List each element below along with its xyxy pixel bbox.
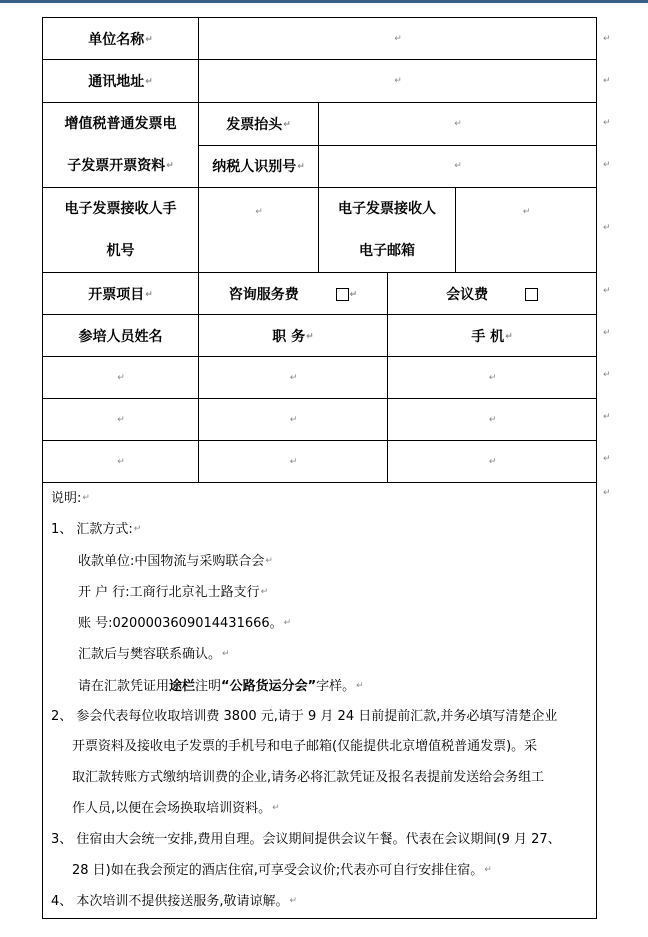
header-title: 职 务 — [272, 328, 306, 345]
header-name-cell — [43, 315, 199, 357]
row-end-mark: ↵ — [603, 223, 611, 233]
invoice-title-label: 发票抬头 — [226, 116, 283, 133]
invoice-info-label-line1: 增值税普通发票电 — [64, 116, 177, 132]
participant-name-cell[interactable]: ↵ — [43, 441, 199, 483]
notes-title: 说明:↵ — [51, 490, 90, 506]
row-end-mark: ↵ — [603, 370, 611, 380]
meeting-fee-label: 会议费 — [446, 286, 489, 303]
address-label-cell: 通讯地址↵ — [43, 60, 199, 103]
header-phone: 手 机 — [471, 328, 505, 345]
tax-id-input-cell[interactable]: ↵ — [319, 145, 597, 188]
participant-title-cell[interactable]: ↵ — [199, 399, 388, 441]
row-einvoice-receiver — [43, 188, 597, 273]
receiver-phone-input-cell[interactable]: ↵ — [199, 188, 319, 273]
item-label: 开票项目 — [88, 286, 145, 303]
email-label-line1: 电子发票接收人 — [338, 201, 436, 217]
phone-label-cell — [43, 188, 199, 273]
participant-phone-cell[interactable]: ↵ — [388, 441, 597, 483]
row-end-mark: ↵ — [603, 286, 611, 296]
note-2-line4: 作人员,以便在会场换取培训资料。↵ — [72, 801, 280, 816]
phone-label-line1: 电子发票接收人手 — [64, 201, 177, 217]
row-invoice-item — [43, 273, 597, 315]
participant-phone-cell[interactable]: ↵ — [388, 399, 597, 441]
meeting-fee-cell — [388, 273, 597, 315]
note-account: 账 号:0200003609014431666。↵ — [78, 615, 292, 631]
row-address — [43, 60, 597, 103]
row-invoice-title — [43, 103, 597, 146]
unit-name-input-cell[interactable]: ↵ — [199, 18, 597, 60]
row-end-mark: ↵ — [603, 328, 611, 338]
note-payee: 收款单位:中国物流与采购联合会↵ — [78, 553, 273, 569]
row-participant-header — [43, 315, 597, 357]
registration-form-table — [42, 17, 597, 919]
tax-id-label: 纳税人识别号 — [212, 159, 297, 176]
tax-id-label-cell: 纳税人识别号↵ — [199, 145, 319, 188]
participant-row — [43, 441, 597, 483]
participant-row — [43, 399, 597, 441]
header-phone-cell: 手 机↵ — [388, 315, 597, 357]
row-end-mark: ↵ — [603, 160, 611, 170]
note-contact: 汇款后与樊容联系确认。↵ — [78, 647, 230, 662]
participant-title-cell[interactable]: ↵ — [199, 357, 388, 399]
invoice-title-label-cell: 发票抬头↵ — [199, 103, 319, 146]
note-3-line2: 28 日)如在我会预定的酒店住宿,可享受会议价;代表亦可自行安排住宿。↵ — [72, 862, 492, 878]
row-end-mark: ↵ — [603, 488, 611, 498]
row-end-mark: ↵ — [603, 76, 611, 86]
consult-fee-label: 咨询服务费 — [228, 286, 299, 303]
unit-name-label-cell: 单位名称↵ — [43, 18, 199, 60]
row-end-mark: ↵ — [603, 34, 611, 44]
phone-label-line2: 机号 — [106, 243, 135, 259]
notes-section — [43, 483, 596, 918]
meeting-fee-checkbox[interactable] — [525, 288, 538, 301]
participant-phone-cell[interactable]: ↵ — [388, 357, 597, 399]
note-2-line3: 取汇款转账方式缴纳培训费的企业,请务必将汇款凭证及报名表提前发送给会务组工 — [72, 769, 545, 785]
note-3-line1: 3、 住宿由大会统一安排,费用自理。会议期间提供会议午餐。代表在会议期间(9 月 27、 — [51, 831, 561, 847]
note-bank: 开 户 行:工商行北京礼士路支行↵ — [78, 584, 269, 600]
note-1-heading: 1、 汇款方式:↵ — [51, 522, 142, 537]
row-end-mark: ↵ — [603, 118, 611, 128]
note-4: 4、 本次培训不提供接送服务,敬请谅解。↵ — [51, 894, 298, 909]
note-2-line2: 开票资料及接收电子发票的手机号和电子邮箱(仅能提供北京增值税普通发票)。采 — [72, 739, 538, 755]
unit-name-label: 单位名称 — [88, 31, 145, 48]
row-end-mark: ↵ — [603, 412, 611, 422]
participant-name-cell[interactable]: ↵ — [43, 399, 199, 441]
row-end-mark: ↵ — [603, 454, 611, 464]
address-input-cell[interactable]: ↵ — [199, 60, 597, 103]
address-label: 通讯地址 — [88, 74, 145, 90]
participant-row — [43, 357, 597, 399]
row-unit-name — [43, 18, 597, 60]
window-top-border — [0, 0, 648, 3]
email-label-line2: 电子邮箱 — [359, 243, 415, 259]
row-notes — [43, 483, 597, 919]
email-label-cell — [319, 188, 456, 273]
consult-fee-checkbox[interactable] — [336, 288, 349, 301]
invoice-info-label-cell: 增值税普通发票电 子发票开票资料↵ — [43, 103, 199, 188]
item-label-cell: 开票项目↵ — [43, 273, 199, 315]
notes-cell — [43, 483, 597, 919]
consult-fee-cell: 咨询服务费 ↵ — [199, 273, 388, 315]
header-name: 参培人员姓名 — [78, 328, 163, 345]
participant-name-cell[interactable]: ↵ — [43, 357, 199, 399]
invoice-title-input-cell[interactable]: ↵ — [319, 103, 597, 146]
invoice-info-label-line2: 子发票开票资料 — [67, 158, 166, 174]
note-remark: 请在汇款凭证用途栏注明“公路货运分会”字样。↵ — [78, 678, 364, 694]
participant-title-cell[interactable]: ↵ — [199, 441, 388, 483]
header-title-cell: 职 务↵ — [199, 315, 388, 357]
note-2-line1: 2、 参会代表每位收取培训费 3800 元,请于 9 月 24 日前提前汇款,并务必填写清楚企业 — [51, 708, 558, 724]
receiver-email-input-cell[interactable]: ↵ — [456, 188, 597, 273]
